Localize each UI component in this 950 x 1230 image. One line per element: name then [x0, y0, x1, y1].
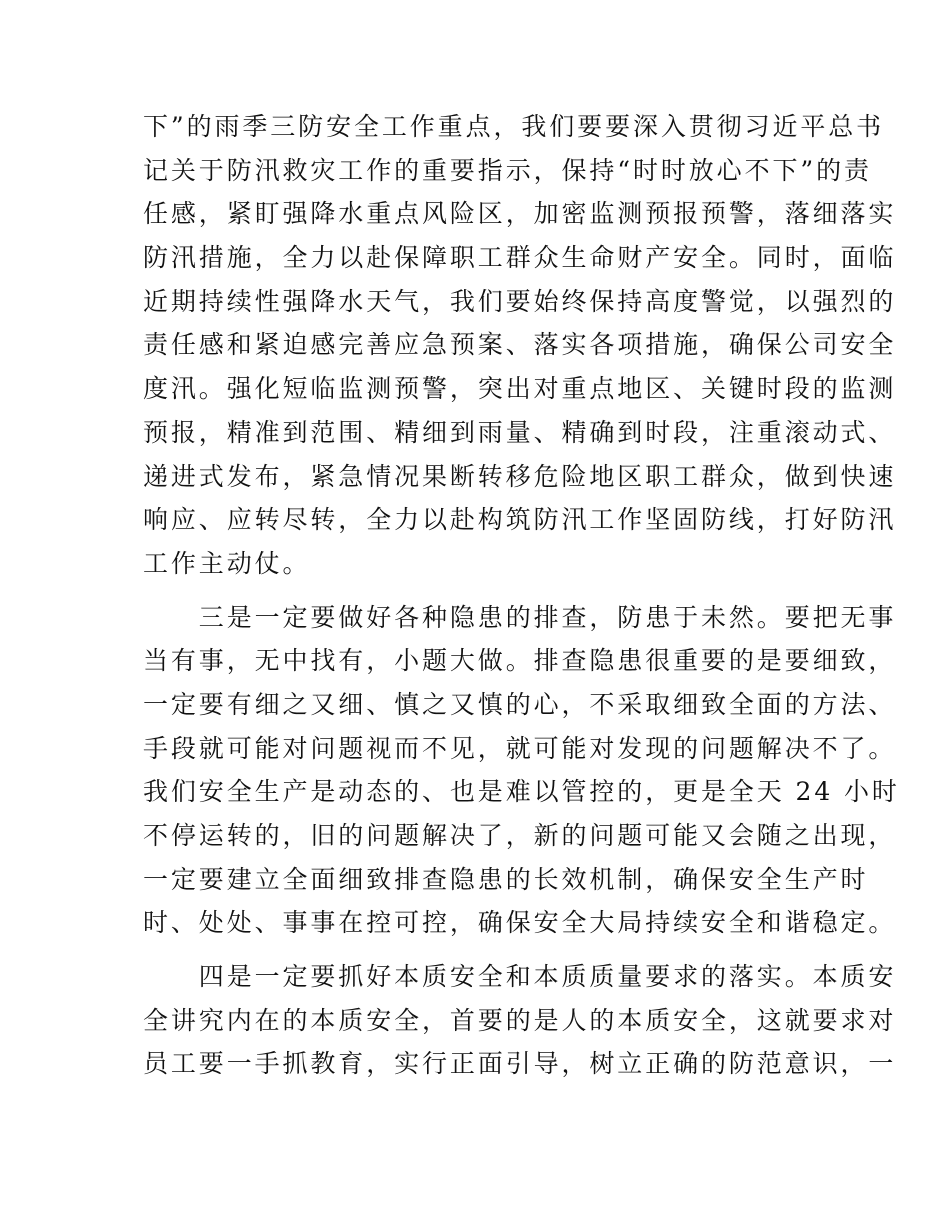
text-line: 员工要一手抓教育，实行正面引导，树立正确的防范意识，一: [143, 1049, 897, 1079]
text-line: 当有事，无中找有，小题大做。排查隐患很重要的是要细致，: [143, 646, 897, 676]
paragraph-1: [143, 105, 897, 586]
text-line: 我们安全生产是动态的、也是难以管控的，更是全天 24 小时: [143, 777, 900, 807]
text-line: 记关于防汛救灾工作的重要指示，保持“时时放心不下”的责: [143, 155, 872, 185]
text-line: 时、处处、事事在控可控，确保安全大局持续安全和谐稳定。: [143, 908, 897, 938]
document-body: [143, 105, 900, 1086]
text-line: 工作主动仗。: [143, 548, 311, 578]
paragraph-3: [143, 955, 897, 1086]
text-line: 四是一定要抓好本质安全和本质质量要求的落实。本质安: [143, 962, 897, 992]
text-line: 下”的雨季三防安全工作重点，我们要要深入贯彻习近平总书: [143, 112, 885, 141]
paragraph-spacer: [143, 945, 811, 955]
text-line: 响应、应转尽转，全力以赴构筑防汛工作坚固防线，打好防汛: [143, 505, 897, 535]
text-line: 近期持续性强降水天气，我们要始终保持高度警觉，以强烈的: [143, 286, 897, 316]
text-line: 预报，精准到范围、精细到雨量、精确到时段，注重滚动式、: [143, 417, 897, 447]
text-line: 一定要建立全面细致排查隐患的长效机制，确保安全生产时: [143, 864, 869, 894]
text-line: 任感，紧盯强降水重点风险区，加密监测预报预警，落细落实: [143, 199, 897, 229]
text-line: 三是一定要做好各种隐患的排查，防患于未然。要把无事: [143, 602, 897, 632]
text-line: 责任感和紧迫感完善应急预案、落实各项措施，确保公司安全: [143, 330, 897, 360]
text-line: 不停运转的，旧的问题解决了，新的问题可能又会随之出现，: [143, 821, 897, 850]
paragraph-2: [143, 596, 900, 946]
text-line: 一定要有细之又细、慎之又慎的心，不采取细致全面的方法、: [143, 689, 897, 719]
paragraph-spacer: [143, 586, 811, 596]
text-line: 防汛措施，全力以赴保障职工群众生命财产安全。同时，面临: [143, 243, 897, 273]
text-line: 递进式发布，紧急情况果断转移危险地区职工群众，做到快速: [143, 461, 897, 491]
text-line: 度汛。强化短临监测预警，突出对重点地区、关键时段的监测: [143, 374, 897, 404]
text-line: 手段就可能对问题视而不见，就可能对发现的问题解决不了。: [143, 733, 897, 763]
text-line: 全讲究内在的本质安全，首要的是人的本质安全，这就要求对: [143, 1005, 897, 1035]
